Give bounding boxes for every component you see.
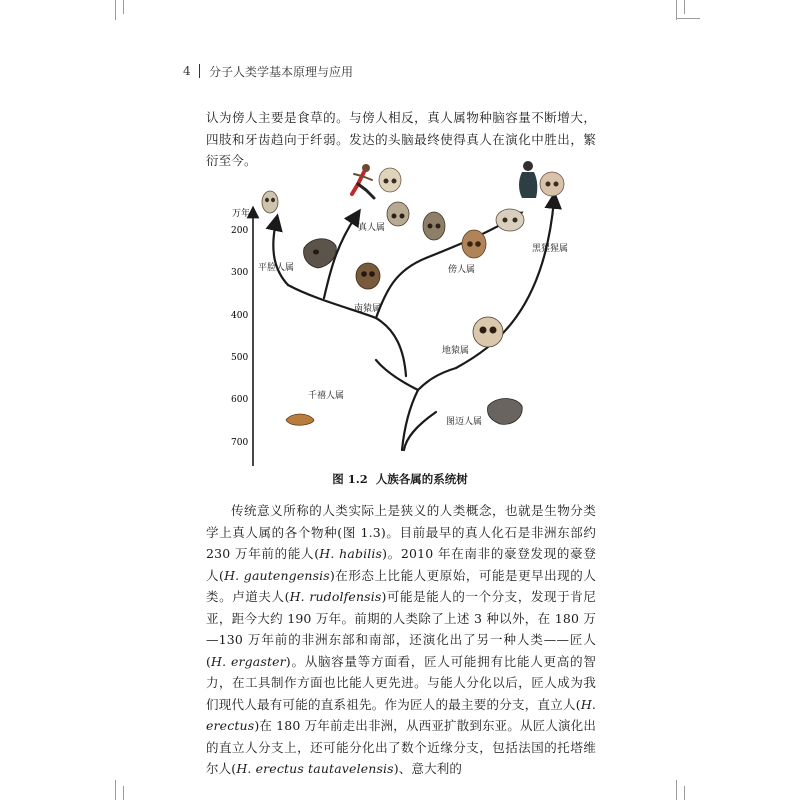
- branch-australopithecus: [376, 318, 406, 376]
- label-homo: 真人属: [358, 223, 386, 233]
- body-text: 传统意义所称的人类实际上是狭义的人类概念，也就是生物分类学上真人属的各个物种(图 1.3)。目前最早的真人化石是非洲东部约 230 万年前的能人(: [206, 503, 596, 561]
- skull-icon: [540, 172, 564, 196]
- skull-icon: [488, 399, 523, 425]
- crop-mark: [676, 780, 677, 800]
- body-paragraph: [206, 500, 596, 780]
- figure-number: 图 1.2: [332, 472, 368, 486]
- crop-mark: [684, 0, 685, 14]
- label-pan: 黑猩猩属: [532, 244, 569, 254]
- body-text: )在形态上比能人更原始，可能是更早出现的人类。卢道夫人(: [206, 567, 596, 604]
- skull-icon: [423, 212, 445, 240]
- time-axis: [231, 207, 253, 466]
- skull-icon: [473, 317, 503, 347]
- taxon-name: H. gautengensis: [224, 567, 330, 583]
- branch-orrorin: [376, 360, 418, 390]
- axis-tick-label: 200: [231, 226, 249, 236]
- body-text: )在 180 万年前走出非洲，从西亚扩散到东亚。从匠人演化出的直立人分支上，还可能分化出了数个近缘分支，包括法国的托塔维尔人(: [206, 718, 596, 776]
- branch-root: [402, 390, 418, 450]
- label-ardipithecus: 地猿属: [442, 346, 470, 356]
- skull-icon: [387, 202, 409, 226]
- body-text: )可能是能人的一个分支，发现于肯尼亚，距今大约 190 万年。前期的人类除了上述 3 种以外，在 180 万—130 万年前的非洲东部和南部，还演化出了另一种人类——匠人(: [206, 589, 596, 669]
- crop-mark: [684, 786, 685, 800]
- header-divider: [199, 64, 200, 78]
- label-orrorin: 千禧人属: [308, 391, 345, 401]
- branch-kenyanthropus: [273, 222, 288, 285]
- label-paranthropus: 傍人属: [448, 265, 476, 275]
- skull-icon: [356, 263, 380, 289]
- page-number: 4: [183, 64, 191, 78]
- skull-icon: [262, 191, 278, 213]
- axis-unit: 万年: [232, 209, 251, 219]
- taxon-name: H. ergaster: [211, 653, 286, 669]
- axis-tick-label: 700: [231, 438, 249, 448]
- body-text: )。从脑容量等方面看，匠人可能拥有比能人更高的智力，在工具制作方面也比能人更先进。与能人分化以后，匠人成为我们现代人最有可能的直系祖先。作为匠人的最主要的分支，直立人(: [206, 653, 596, 712]
- branch-ardipithecus-pan: [418, 368, 456, 390]
- body-text: )、意大利的: [393, 761, 463, 776]
- running-human-icon: [352, 164, 374, 198]
- crop-mark: [123, 786, 124, 800]
- axis-tick-label: 500: [231, 353, 249, 363]
- skull-icon: [379, 168, 401, 192]
- taxon-name: H. habilis: [319, 546, 383, 561]
- label-kenyanthropus: 平脸人属: [258, 263, 295, 273]
- skull-icon: [496, 209, 524, 231]
- skull-icon: [462, 230, 486, 258]
- figure-caption-text: 人族各属的系统树: [375, 472, 468, 486]
- chimpanzee-icon: [519, 161, 537, 198]
- axis-tick-label: 600: [231, 395, 249, 405]
- body-text: )。2010 年在南非的豪登发现的豪登人(: [206, 546, 597, 583]
- axis-tick-label: 300: [231, 268, 249, 278]
- taxon-name: H. erectus tautavelensis: [236, 761, 394, 776]
- axis-tick-label: 400: [231, 311, 249, 321]
- label-sahelanthropus: 图迈人属: [446, 417, 483, 427]
- taxon-name: H. erectus: [206, 696, 596, 733]
- label-australopithecus: 南猿属: [354, 304, 382, 314]
- skull-icon: [304, 239, 337, 268]
- crop-mark: [676, 18, 700, 19]
- crop-mark: [115, 0, 116, 20]
- jaw-fossil-icon: [286, 414, 314, 425]
- hominin-tree-figure: [226, 150, 586, 468]
- crop-mark: [115, 780, 116, 800]
- branch-paranthropus-base: [376, 258, 426, 318]
- running-header: [183, 60, 353, 82]
- crop-mark: [123, 0, 124, 14]
- intro-paragraph: 认为傍人主要是食草的。与傍人相反，真人属物种脑容量不断增大，四肢和牙齿趋向于纤弱。发达的头脑最终使得真人在演化中胜出，繁衍至今。: [206, 110, 596, 168]
- figure-caption: [0, 471, 800, 487]
- running-title: 分子人类学基本原理与应用: [209, 64, 354, 79]
- crop-mark: [676, 0, 677, 20]
- taxon-name: H. rudolfensis: [289, 589, 382, 604]
